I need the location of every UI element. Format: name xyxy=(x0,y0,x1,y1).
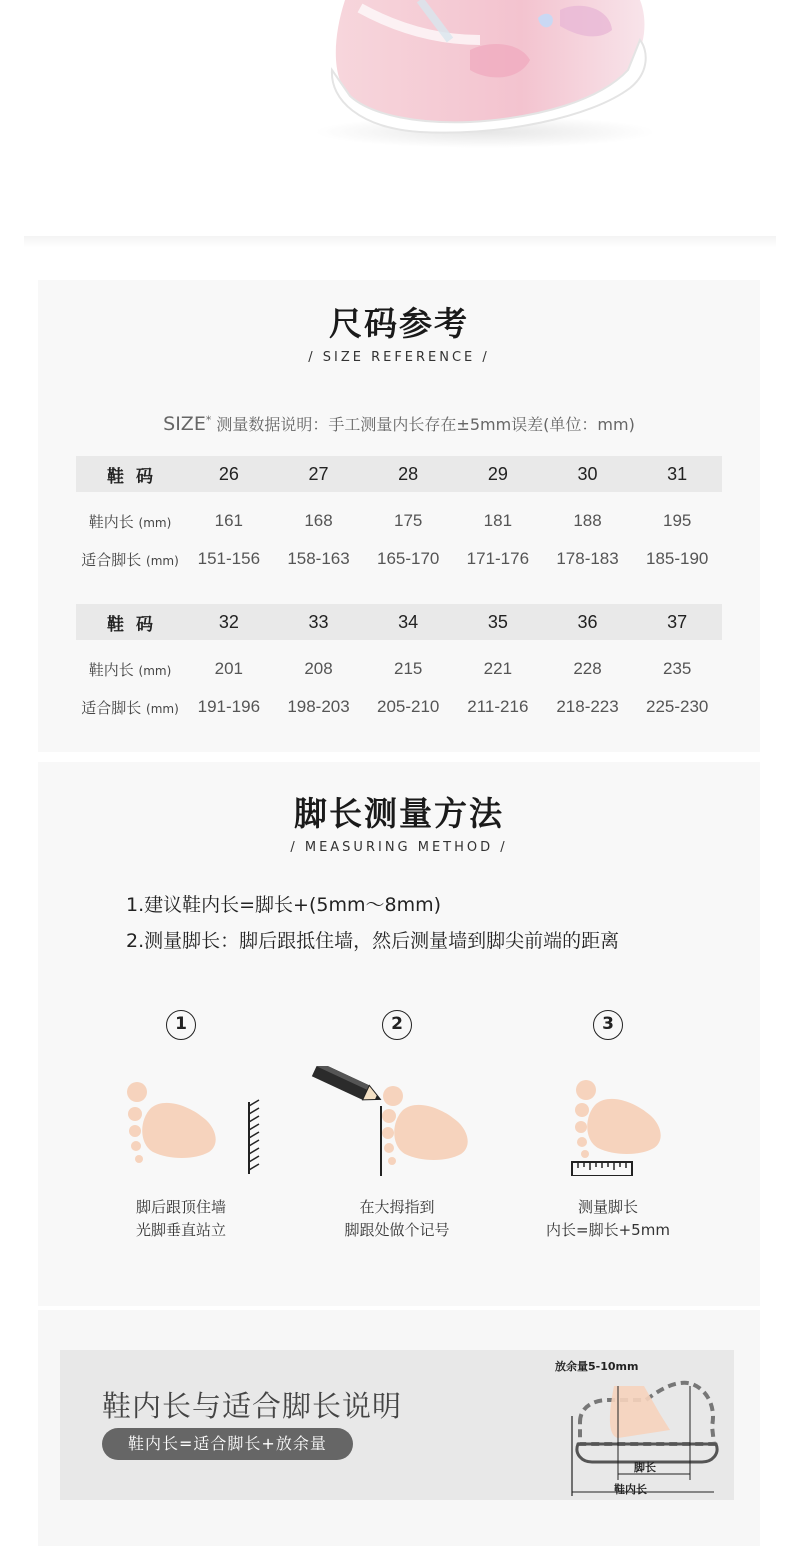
size-word: SIZE xyxy=(163,413,206,435)
size-cell: 33 xyxy=(308,611,329,632)
table-cell: 188 xyxy=(573,511,602,530)
table-cell: 151-156 xyxy=(197,549,261,568)
step-1 xyxy=(91,1010,271,1250)
step-2 xyxy=(307,1010,487,1250)
inner-length-note-section xyxy=(38,1310,760,1546)
table-cell: 191-196 xyxy=(197,697,261,716)
table-cell: 208 xyxy=(304,659,333,678)
table-cell: 218-223 xyxy=(556,697,619,716)
table-cell: 178-183 xyxy=(556,549,619,568)
row-unit: (mm) xyxy=(146,701,179,716)
row-label: 鞋内长 xyxy=(88,660,134,679)
foot-length-label xyxy=(76,697,184,718)
size-table xyxy=(76,604,722,726)
inner-length-row xyxy=(76,502,722,540)
size-cell: 26 xyxy=(218,463,239,484)
section-divider xyxy=(24,236,776,248)
step-3 xyxy=(518,1010,698,1250)
caption-line: 测量脚长 xyxy=(577,1198,638,1216)
table-cell: 198-203 xyxy=(287,697,350,716)
instruction-2: 2.测量脚长：脚后跟抵住墙，然后测量墙到脚尖前端的距离 xyxy=(126,930,620,952)
row-unit: (mm) xyxy=(138,515,172,530)
foot-length-row xyxy=(76,540,722,578)
table-cell: 225-230 xyxy=(646,697,709,716)
table-cell: 228 xyxy=(573,659,602,678)
caption-line: 脚后跟顶住墙 xyxy=(135,1198,226,1216)
note-asterisk: * xyxy=(205,413,212,427)
row-label: 适合脚长 xyxy=(81,550,142,569)
table-cell: 165-170 xyxy=(376,549,440,568)
step-number: 2 xyxy=(382,1010,412,1040)
inner-length-row xyxy=(76,650,722,688)
note-card xyxy=(60,1350,734,1500)
table-cell: 215 xyxy=(393,659,423,678)
table-cell: 175 xyxy=(393,511,423,530)
foot-length-label: 脚长 xyxy=(634,1461,656,1474)
size-cell: 37 xyxy=(667,611,688,632)
formula-badge: 鞋内长=适合脚长+放余量 xyxy=(102,1428,353,1460)
foot-length-label xyxy=(76,549,184,570)
table-cell: 185-190 xyxy=(646,549,709,568)
table-cell: 171-176 xyxy=(466,549,530,568)
size-cell: 27 xyxy=(308,463,329,484)
step-number: 1 xyxy=(166,1010,196,1040)
measuring-method-section xyxy=(38,762,760,1306)
section-subtitle: / SIZE REFERENCE / xyxy=(308,350,490,365)
step-caption xyxy=(91,1196,271,1242)
table-cell: 211-216 xyxy=(467,697,529,716)
size-table xyxy=(76,456,722,578)
measurement-note xyxy=(38,412,760,435)
row-unit: (mm) xyxy=(146,553,179,568)
size-cell: 32 xyxy=(218,611,239,632)
table-cell: 168 xyxy=(304,511,333,530)
row-label: 鞋内长 xyxy=(88,512,134,531)
size-cell: 36 xyxy=(577,611,598,632)
table-cell: 235 xyxy=(663,659,692,678)
table-cell: 221 xyxy=(483,659,513,678)
size-cell: 29 xyxy=(487,463,508,484)
allowance-label: 放余量5-10mm xyxy=(555,1360,639,1373)
foot-against-wall-icon xyxy=(91,1066,271,1176)
product-image xyxy=(0,0,800,240)
step-number: 3 xyxy=(593,1010,623,1040)
section-title: 脚长测量方法 xyxy=(294,794,504,833)
caption-line: 在大拇指到 xyxy=(359,1198,435,1216)
foot-ruler-icon xyxy=(518,1066,698,1176)
table-cell: 158-163 xyxy=(287,549,350,568)
inner-length-label xyxy=(76,659,184,680)
size-header-row xyxy=(76,604,722,640)
section-title: 尺码参考 xyxy=(329,304,469,343)
shoe-length-diagram-icon xyxy=(552,1356,722,1496)
note-title: 鞋内长与适合脚长说明 xyxy=(102,1389,403,1423)
instruction-1: 1.建议鞋内长=脚长+(5mm～8mm) xyxy=(126,894,442,916)
size-reference-section xyxy=(38,280,760,752)
table-cell: 181 xyxy=(483,511,513,530)
caption-line: 脚跟处做个记号 xyxy=(344,1221,450,1239)
size-cell: 28 xyxy=(398,463,419,484)
size-header-row xyxy=(76,456,722,492)
table-cell: 205-210 xyxy=(376,697,440,716)
step-caption xyxy=(518,1196,698,1242)
row-label: 适合脚长 xyxy=(81,698,142,717)
size-cell: 30 xyxy=(577,463,598,484)
size-cell: 35 xyxy=(487,611,508,632)
size-cell: 34 xyxy=(398,611,419,632)
table-cell: 161 xyxy=(214,511,244,530)
size-header-label: 鞋码 xyxy=(107,614,165,635)
foot-length-row xyxy=(76,688,722,726)
inner-length-label: 鞋内长 xyxy=(614,1483,647,1496)
note-text: 测量数据说明：手工测量内长存在±5mm误差(单位：mm) xyxy=(216,415,635,434)
caption-line: 光脚垂直站立 xyxy=(135,1221,226,1239)
size-cell: 31 xyxy=(667,463,688,484)
size-header-label: 鞋码 xyxy=(107,466,165,487)
table-cell: 201 xyxy=(214,659,244,678)
step-caption xyxy=(307,1196,487,1242)
table-cell: 195 xyxy=(663,511,692,530)
inner-length-label xyxy=(76,511,184,532)
caption-line: 内长=脚长+5mm xyxy=(546,1221,670,1239)
row-unit: (mm) xyxy=(138,663,172,678)
pencil-mark-foot-icon xyxy=(307,1066,487,1176)
section-subtitle: / MEASURING METHOD / xyxy=(290,840,508,855)
